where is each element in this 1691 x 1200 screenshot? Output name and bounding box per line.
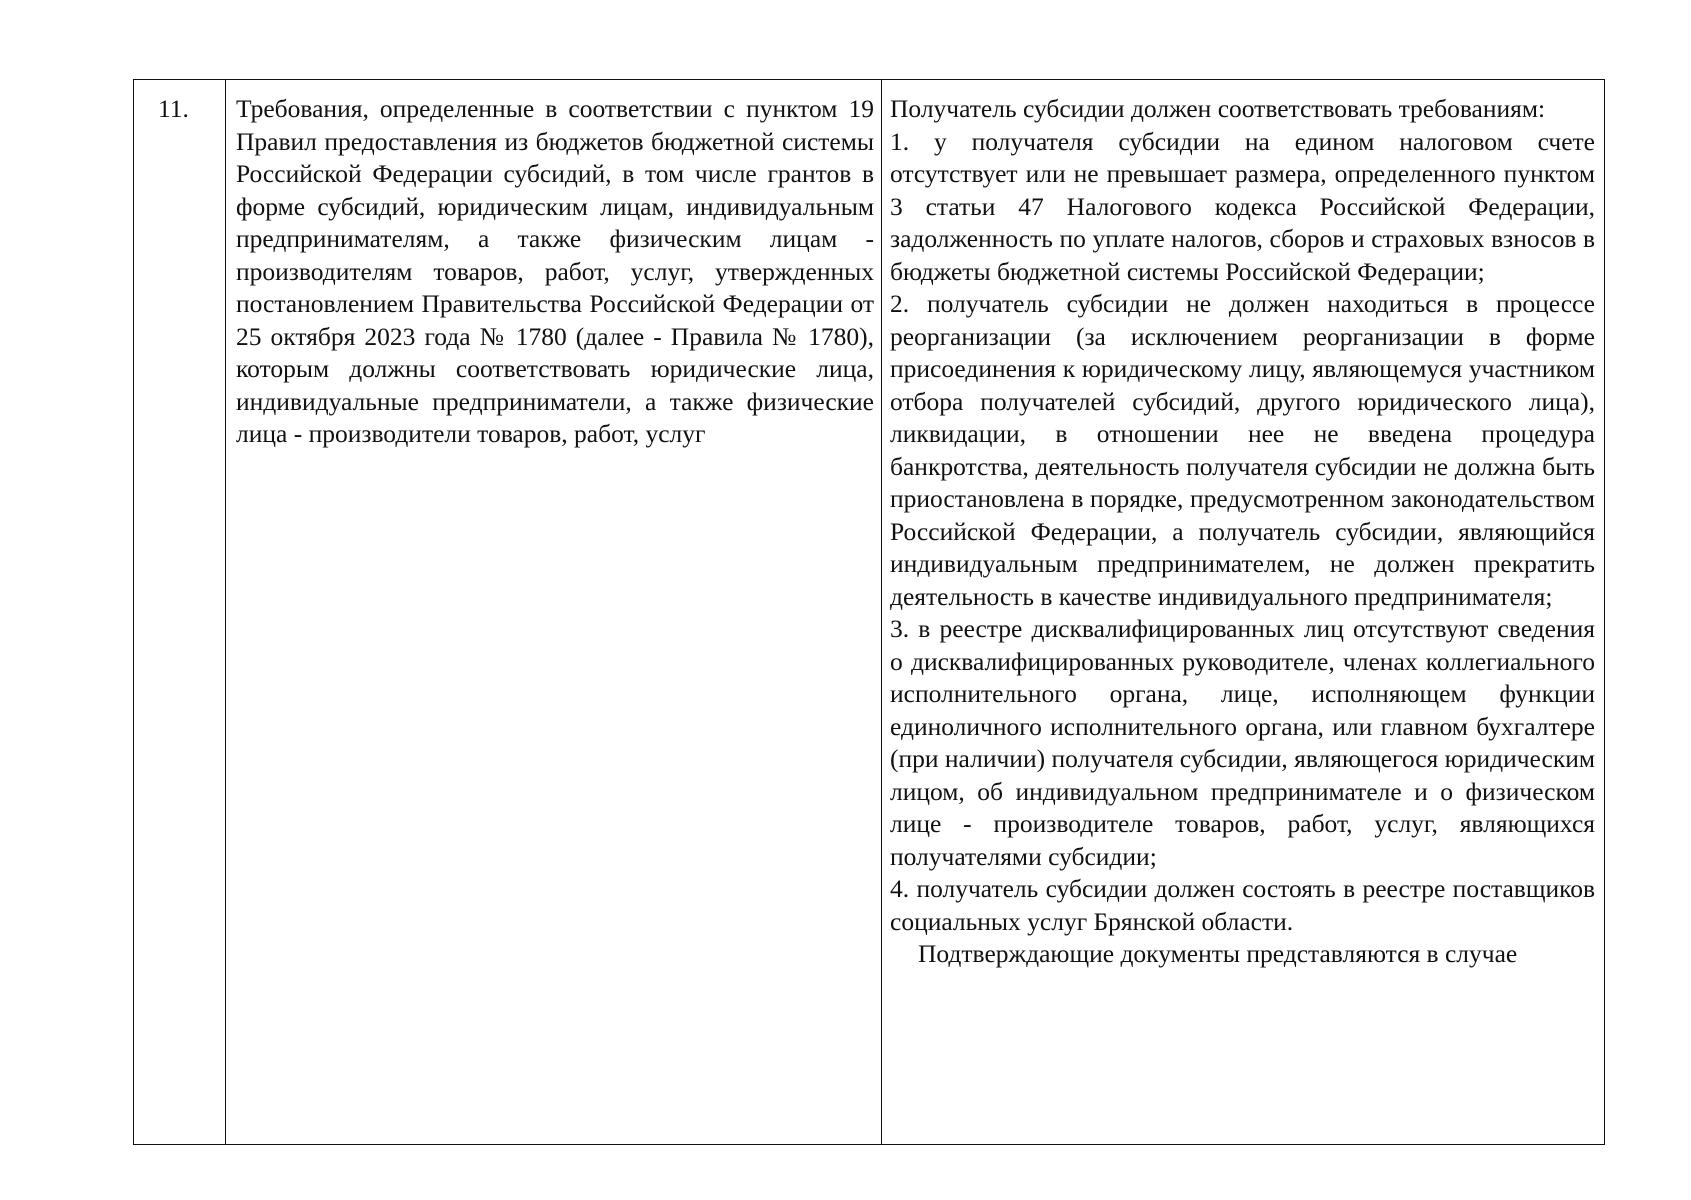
- description-cell: [882, 80, 1604, 1144]
- description-item-3: 3. в реестре дисквалифицированных лиц отсутствуют сведения о дисквалифицированных руководителе, членах коллегиального исполнительного органа, лице, исполняющем функции единоличного исполнительного органа, или главном бухгалтере (при наличии) получателя субсидии, являющегося юридическим лицом, об индивидуальном предпринимателе и о физическом лице - производителе товаров, работ, услуг, являющихся получателями субсидии;: [890, 614, 1595, 871]
- description-item-1: 1. у получателя субсидии на едином налоговом счете отсутствует или не превышает размера, определенного пунктом 3 статьи 47 Налогового кодекса Российской Федерации, задолженность по уплате налогов, сборов и страховых взносов в бюджеты бюджетной системы Российской Федерации;: [890, 126, 1595, 286]
- description-closing: Подтверждающие документы представляются в случае: [918, 939, 1518, 968]
- description-item-4: 4. получатель субсидии должен состоять в реестре поставщиков социальных услуг Брянской области.: [890, 874, 1595, 936]
- requirement-cell: [226, 80, 882, 1144]
- row-number: 11.: [158, 94, 189, 123]
- row-number-cell: [134, 80, 226, 1144]
- requirement-text: Требования, определенные в соответствии с пунктом 19 Правил предоставления из бюджетов бюджетной системы Российской Федерации субсидий, в том числе грантов в форме субсидий, юридическим лицам, индивидуальным предпринимателям, а также физическим лицам - производителям товаров, работ, услуг, утвержденных постановлением Правительства Российской Федерации от 25 октября 2023 года № 1780 (далее - Правила № 1780), которым должны соответствовать юридические лица, индивидуальные предприниматели, а также физические лица - производители товаров, работ, услуг: [236, 94, 874, 448]
- requirements-table: [133, 79, 1605, 1145]
- description-item-2: 2. получатель субсидии не должен находиться в процессе реорганизации (за исключением реорганизации в форме присоединения к юридическому лицу, являющемуся участником отбора получателей субсидий, другого юридического лица), ликвидации, в отношении нее не введена процедура банкротства, деятельность получателя субсидии не должна быть приостановлена в порядке, предусмотренном законодательством Российской Федерации, а получатель субсидии, являющийся индивидуальным предпринимателем, не должен прекратить деятельность в качестве индивидуального предпринимателя;: [890, 289, 1595, 611]
- description-intro: Получатель субсидии должен соответствовать требованиям:: [890, 94, 1546, 123]
